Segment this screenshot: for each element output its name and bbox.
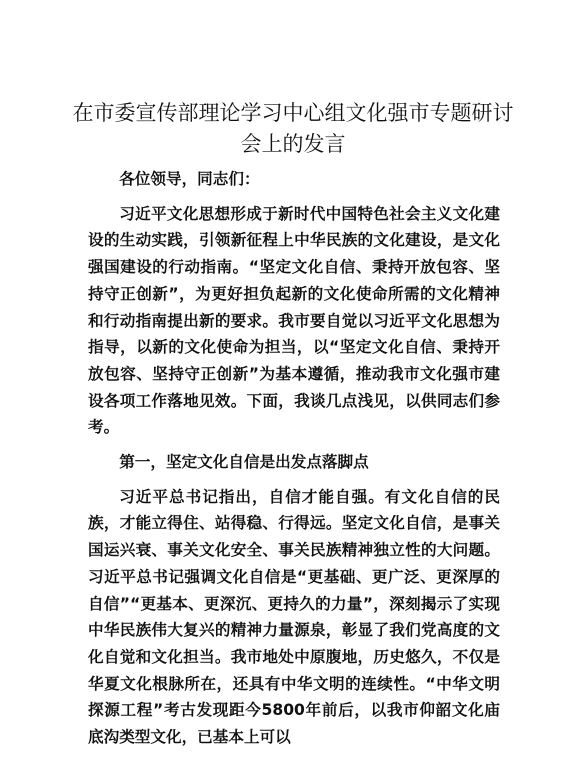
document-body (88, 166, 500, 759)
salutation-paragraph: 各位领导，同志们： (119, 170, 260, 188)
document-title: 在市委宣传部理论学习中心组文化强市专题研讨会上的发言 (72, 101, 514, 156)
section-heading: 第一，坚定文化自信是出发点落脚点 (119, 453, 369, 472)
section-body-paragraph: 习近平总书记指出，自信才能自强。有文化自信的民族，才能立得住、站得稳、行得远。坚定文化自信，是事关国运兴衰、事关文化安全、事关民族精神独立性的大问题。习近平总书记强调文化自信是“更基础、更广泛、更深厚的自信”“更基本、更深沉、更持久的力量”，深刻揭示了实现中华民族伟大复兴的精神力量源泉，彰显了我们党高度的文化自觉和文化担当。我市地处中原腹地，历史悠久，不仅是华夏文化根脉所在，还具有中华文明的连续性。“中华文明探源工程”考古发现距今5800年前后，以我市仰韶文化庙底沟类型文化，已基本上可以 (88, 487, 500, 747)
intro-paragraph: 习近平文化思想形成于新时代中国特色社会主义文化建设的生动实践，引领新征程上中华民族的文化建设，是文化强国建设的行动指南。“坚定文化自信、秉持开放包容、坚持守正创新”，为更好担负起新的文化使命所需的文化精神和行动指南提出新的要求。我市要自觉以习近平文化思想为指导，以新的文化使命为担当，以“坚定文化自信、秉持开放包容、坚持守正创新”为基本遵循，推动我市文化强市建设各项工作落地见效。下面，我谈几点浅见，以供同志们参考。 (88, 204, 500, 437)
